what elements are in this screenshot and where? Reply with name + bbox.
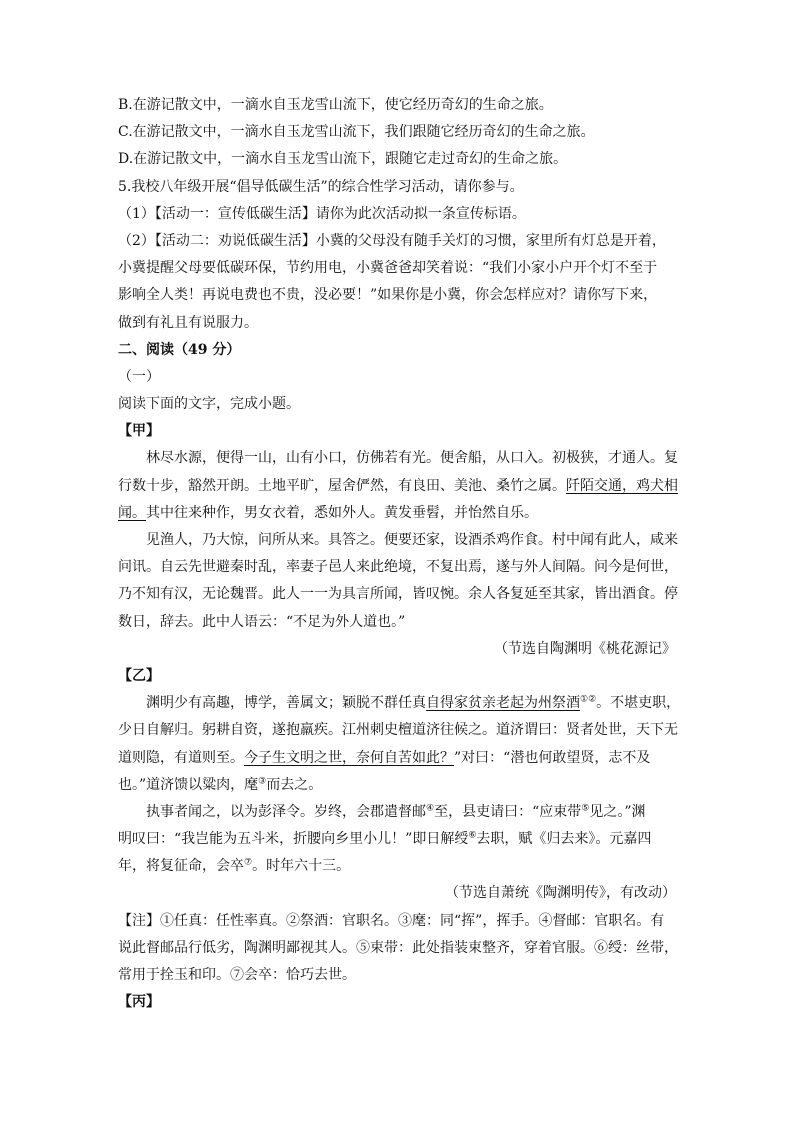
yi-text: 也。”道济馈以粱肉，麾: [118, 776, 259, 793]
note-marker: ①: [580, 694, 589, 705]
passage-jia-label: 【甲】: [118, 423, 160, 440]
yi-text: ”对曰：“潜也何敢望贤，志不及: [454, 749, 651, 766]
yi-p1-line-4: [118, 772, 678, 799]
question-5-item-2-line-4: 做到有礼且有说服力。: [118, 314, 258, 331]
question-5-item-1: （1）【活动一：宣传低碳生活】请你为此次活动拟一条宣传标语。: [118, 205, 526, 222]
yi-text: 道则隐，有道则至。: [118, 749, 244, 766]
question-5-title: 5.我校八年级开展“倡导低碳生活”的综合性学习活动，请你参与。: [118, 178, 524, 195]
jia-underlined-sentence-end: 闻。: [118, 504, 146, 521]
jia-p1-line-2: [118, 473, 678, 500]
section-heading: 二、阅读（49 分）: [118, 341, 241, 358]
option-d: D.在游记散文中，一滴水自玉龙雪山流下，跟随它走过奇幻的生命之旅。: [118, 151, 568, 168]
jia-underlined-sentence: 阡陌交通，鸡犬相: [566, 477, 678, 494]
exam-page: [118, 92, 681, 1016]
note-marker: ③: [258, 776, 267, 787]
notes-line-3: 常用于拴玉和印。⑦会卒：恰巧去世。: [118, 967, 356, 983]
yi-text: 。时年六十三。: [252, 858, 351, 875]
question-5-item-2-line-3: 影响全人类！再说电费也不贵，没必要！”如果你是小冀，你会怎样应对？请你写下来，: [118, 287, 658, 304]
reading-instruction: 阅读下面的文字，完成小题。: [118, 396, 300, 413]
jia-p1-line-1: 林尽水源，便得一山，山有小口，仿佛若有光。便舍船，从口入。初极狭，才通人。复: [146, 450, 678, 467]
jia-p2-line-4: 数日，辞去。此中人语云：“不足为外人道也。”: [118, 613, 406, 630]
passage-yi-label: 【乙】: [118, 667, 160, 684]
yi-text: 见之。”渊: [589, 803, 646, 820]
yi-source: （节选自萧统《陶渊明传》，有改动）: [445, 885, 676, 902]
notes-line-2: 说此督邮品行低劣，陶渊明鄙视其人。⑤束带：此处指装束整齐，穿着官服。⑥绶：丝带，: [118, 939, 678, 956]
note-marker: ⑤: [581, 803, 590, 814]
notes-line-1: 【注】①任真：任性率真。②祭酒：官职名。③麾：同“挥”，挥手。④督邮：官职名。有: [118, 912, 665, 929]
yi-p1-line-1: [118, 690, 681, 717]
jia-p2-line-3: 乃不知有汉，无论魏晋。此人一一为具言所闻，皆叹惋。余人各复延至其家，皆出酒食。停: [118, 586, 678, 603]
jia-p1-line-3: [118, 500, 678, 527]
question-5-item-2-line-1: （2）【活动二：劝说低碳生活】小冀的父母没有随手关灯的习惯，家里所有灯总是开着，: [118, 232, 666, 249]
note-marker: ④: [426, 803, 435, 814]
yi-underlined-sentence: 今子生文明之世，奈何自苦如此？: [244, 749, 454, 766]
jia-text: 其中往来种作，男女衣着，悉如外人。黄发垂髫，并怡然自乐。: [146, 504, 538, 521]
yi-text: 去职，赋《归去来》。元嘉四: [476, 831, 652, 848]
yi-text: 年，将复征命，会卒: [118, 858, 244, 875]
yi-text: 明叹曰：“我岂能为五斗米，折腰向乡里小儿！”即日解绶: [118, 831, 469, 848]
option-c: C.在游记散文中，一滴水自玉龙雪山流下，我们跟随它经历奇幻的生命之旅。: [118, 124, 595, 141]
jia-p2-line-2: 问讯。自云先世避秦时乱，率妻子邑人来此绝境，不复出焉，遂与外人间隔。问今是何世，: [118, 559, 678, 576]
jia-text: 行数十步，豁然开朗。土地平旷，屋舍俨然，有良田、美池、桑竹之属。: [118, 477, 566, 494]
yi-underlined-phrase: [426, 695, 580, 711]
yi-p2-line-3: [118, 853, 678, 880]
note-marker: ⑦: [244, 857, 253, 868]
subsection-label: （一）: [118, 368, 160, 385]
yi-text: 。不堪吏职，: [596, 695, 681, 712]
jia-p2-line-1: 见渔人，乃大惊，问所从来。具答之。便要还家，设酒杀鸡作食。村中闻有此人，咸来: [146, 532, 678, 548]
option-b: B.在游记散文中，一滴水自玉龙雪山流下，使它经历奇幻的生命之旅。: [118, 97, 553, 113]
question-5-item-2-line-2: 小冀提醒父母要低碳环保，节约用电，小冀爸爸却笑着说：“我们小家小户开个灯不至于: [118, 260, 658, 277]
yi-p1-line-3: [118, 745, 678, 772]
yi-p1-line-2: 少日自解归。躬耕自资，遂抱羸疾。江州刺史檀道济往候之。道济谓曰：贤者处世，天下无: [118, 722, 678, 739]
note-marker: ②: [588, 694, 597, 705]
note-marker: ⑥: [468, 830, 477, 841]
yi-p2-line-1: [118, 799, 678, 826]
yi-underlined-text: 自得家贫亲老起为州祭酒: [426, 695, 580, 712]
yi-text: 执事者闻之，以为彭泽令。岁终，会郡遣督邮: [146, 803, 426, 820]
jia-source: （节选自陶渊明《桃花源记》: [494, 640, 676, 657]
yi-p2-line-2: [118, 826, 678, 853]
passage-bing-label: 【丙】: [118, 994, 160, 1011]
yi-text: 渊明少有高趣，博学，善属文；颖脱不群任真: [146, 695, 426, 712]
yi-text: 而去之。: [266, 776, 323, 793]
yi-text: 至，县吏请曰：“应束带: [434, 803, 582, 820]
